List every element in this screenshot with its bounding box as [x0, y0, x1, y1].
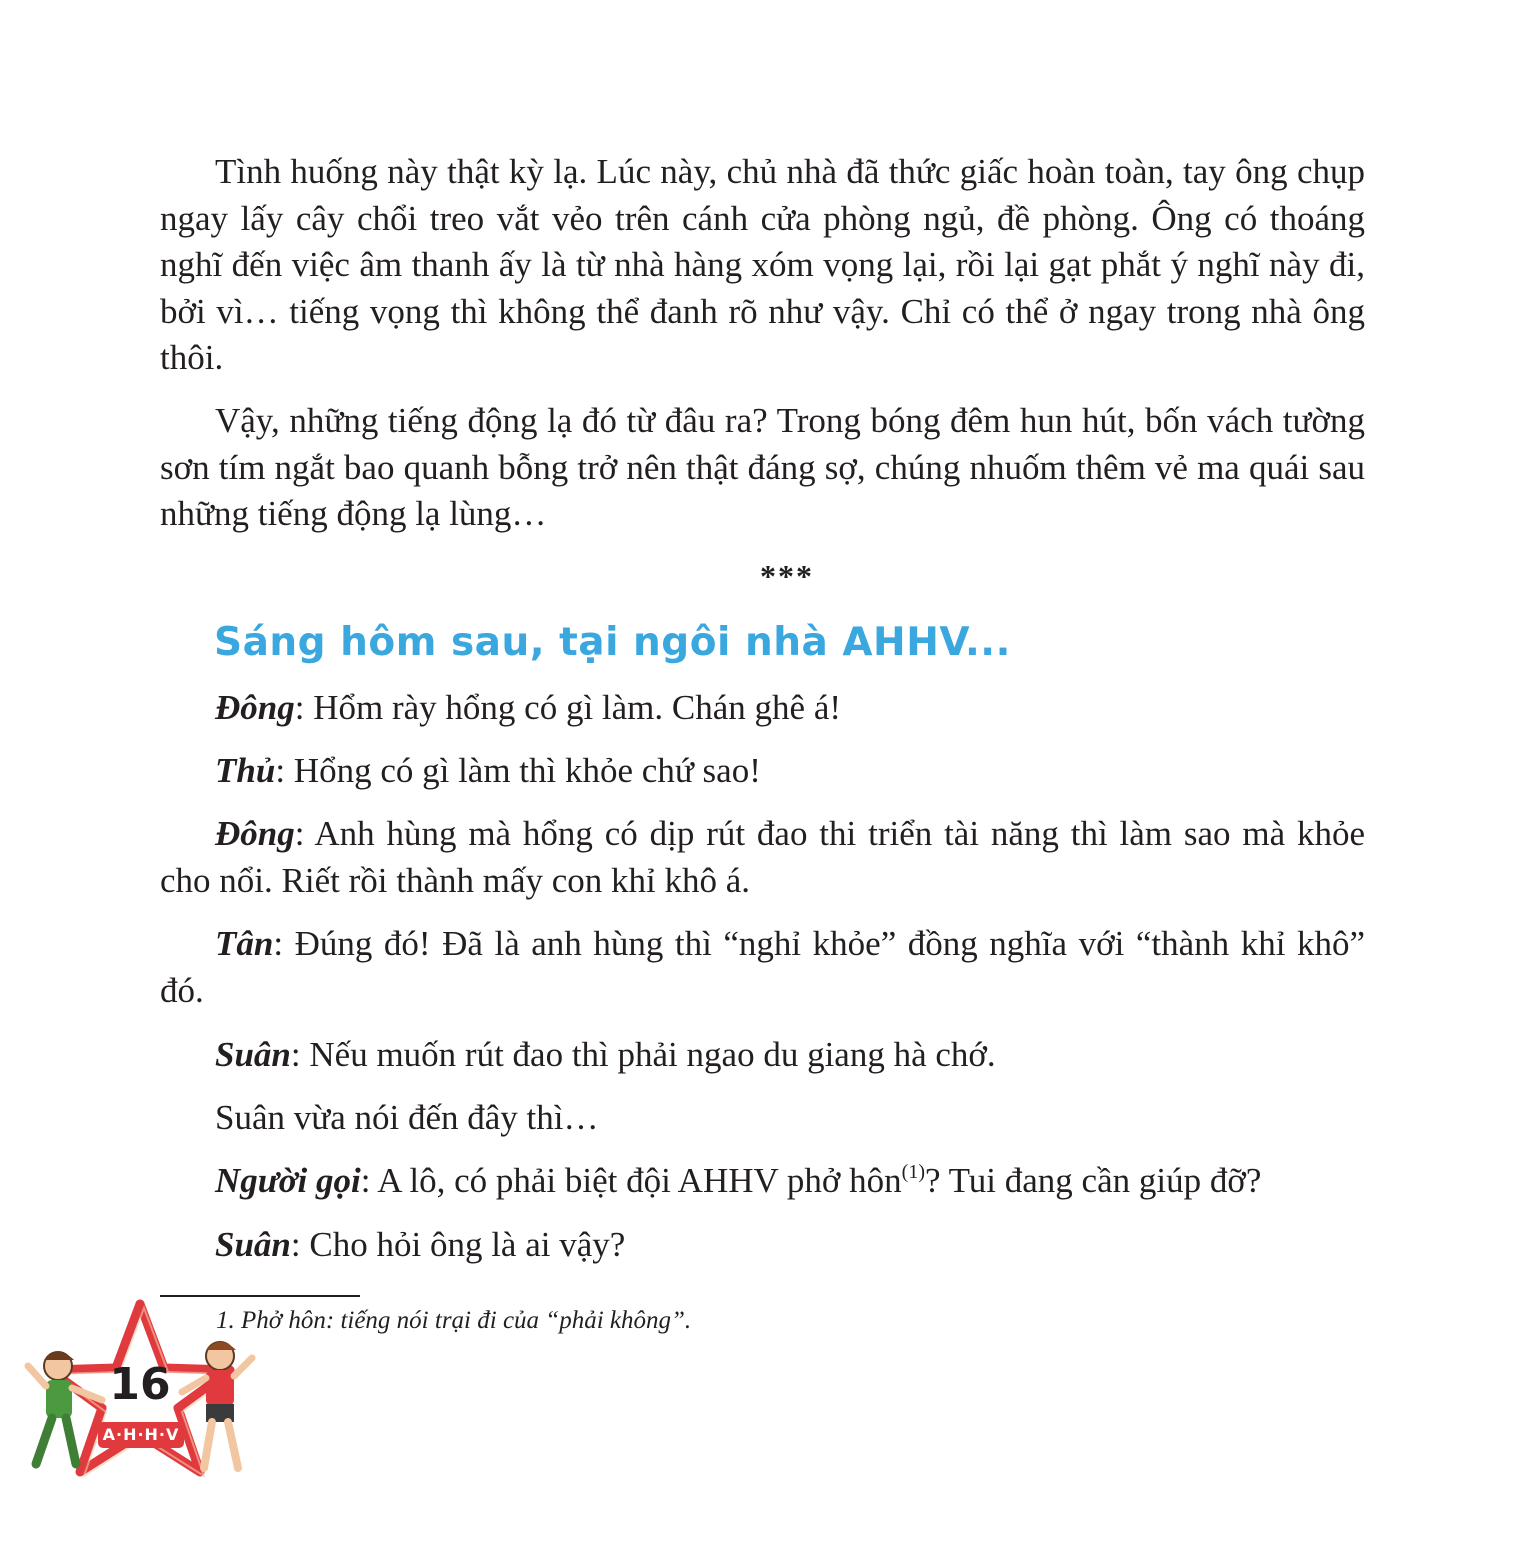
dialogue-line-4	[160, 921, 1365, 1014]
footnote: 1. Phở hôn: tiếng nói trại đi của “phải không”.	[216, 1307, 692, 1334]
paragraph-2: Vậy, những tiếng động lạ đó từ đâu ra? Trong bóng đêm hun hút, bốn vách tường sơn tím ngắt bao quanh bỗng trở nên thật đáng sợ, chúng nhuốm thêm vẻ ma quái sau những tiếng động lạ lùng…	[160, 401, 1365, 533]
dialogue-text: : Hổng có gì làm thì khỏe chứ sao!	[275, 751, 761, 790]
speaker-name: Tân	[215, 924, 274, 963]
speaker-name: Thủ	[215, 751, 276, 790]
paragraph-1: Tình huống này thật kỳ lạ. Lúc này, chủ nhà đã thức giấc hoàn toàn, tay ông chụp ngay lấy cây chổi treo vắt vẻo trên cánh cửa phòng ngủ, đề phòng. Ông có thoáng nghĩ đến việc âm thanh ấy là từ nhà hàng xóm vọng lại, rồi lại gạt phắt ý nghĩ này đi, bởi vì… tiếng vọng thì không thể đanh rõ như vậy. Chỉ có thể ở ngay trong nhà ông thôi.	[160, 152, 1365, 377]
dialogue-line-1	[160, 685, 1365, 732]
narration-line: Suân vừa nói đến đây thì…	[215, 1098, 599, 1137]
dialogue-text: : Cho hỏi ông là ai vậy?	[290, 1225, 626, 1264]
speaker-name: Suân	[215, 1035, 291, 1074]
dialogue-line-3	[160, 811, 1365, 904]
speaker-name: Người gọi	[215, 1161, 361, 1200]
dialogue-line-2	[160, 748, 1365, 795]
dialogue-text: : Đúng đó! Đã là anh hùng thì “nghỉ khỏe” đồng nghĩa với “thành khỉ khô” đó.	[160, 924, 1365, 1010]
page-number: 16	[109, 1359, 171, 1410]
footnote-reference: (1)	[901, 1161, 925, 1183]
speaker-name: Suân	[215, 1225, 291, 1264]
caller-line	[160, 1158, 1365, 1205]
dialogue-text: : A lô, có phải biệt đội AHHV phở hôn	[360, 1161, 902, 1200]
badge-brand-label: A·H·H·V	[102, 1425, 180, 1444]
scene-heading: Sáng hôm sau, tại ngôi nhà AHHV...	[214, 620, 1011, 665]
speaker-name: Đông	[215, 814, 295, 853]
speaker-name: Đông	[215, 688, 295, 727]
dialogue-text: : Hổm rày hổng có gì làm. Chán ghê á!	[294, 688, 842, 727]
page-number-badge	[22, 1296, 268, 1482]
dialogue-text: : Nếu muốn rút đao thì phải ngao du giang hà chớ.	[290, 1035, 996, 1074]
section-separator: ***	[760, 558, 814, 594]
dialogue-line-5	[160, 1032, 1365, 1079]
dialogue-line-last	[160, 1222, 1365, 1269]
dialogue-text: ? Tui đang cần giúp đỡ?	[924, 1161, 1262, 1200]
dialogue-text: : Anh hùng mà hổng có dịp rút đao thi triển tài năng thì làm sao mà khỏe cho nổi. Riết rồi thành mấy con khỉ khô á.	[160, 814, 1365, 900]
